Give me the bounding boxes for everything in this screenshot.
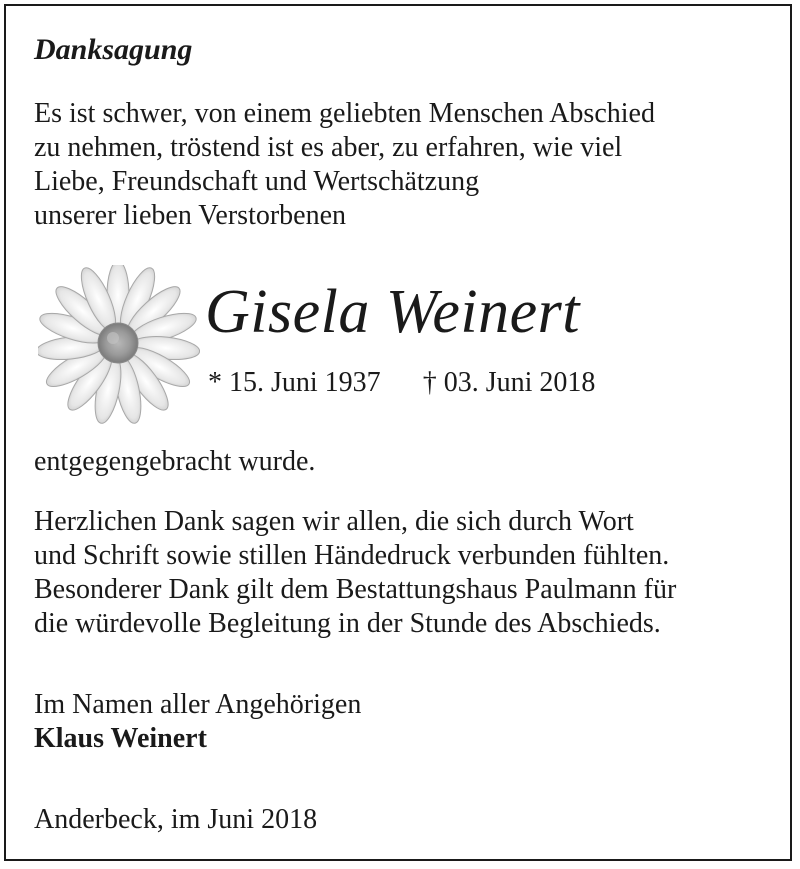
intro-line: Es ist schwer, von einem geliebten Menschen Abschied	[34, 98, 655, 129]
death-date: † 03. Juni 2018	[422, 367, 596, 398]
intro-paragraph	[34, 97, 655, 233]
thanks-paragraph	[34, 505, 676, 641]
signature-block	[34, 688, 361, 756]
thanks-line: Herzlichen Dank sagen wir allen, die sich durch Wort	[34, 506, 634, 537]
intro-line: zu nehmen, tröstend ist es aber, zu erfahren, wie viel	[34, 132, 623, 163]
thanks-line: die würdevolle Begleitung in der Stunde des Abschieds.	[34, 608, 661, 639]
daisy-flower-icon	[38, 265, 200, 425]
birth-date: * 15. Juni 1937	[208, 367, 381, 398]
signer-name: Klaus Weinert	[34, 723, 207, 754]
life-dates	[208, 366, 595, 400]
thanks-line: Besonderer Dank gilt dem Bestattungshaus Paulmann für	[34, 574, 677, 605]
signoff-text: Im Namen aller Angehörigen	[34, 689, 362, 720]
thanks-line: und Schrift sowie stillen Händedruck verbunden fühlten.	[34, 540, 670, 571]
notice-title: Danksagung	[34, 33, 193, 66]
intro-line: unserer lieben Verstorbenen	[34, 200, 347, 231]
intro-line: Liebe, Freundschaft und Wertschätzung	[34, 166, 480, 197]
place-date: Anderbeck, im Juni 2018	[34, 804, 318, 835]
deceased-name: Gisela Weinert	[205, 278, 580, 346]
continuation-line: entgegengebracht wurde.	[34, 446, 316, 477]
